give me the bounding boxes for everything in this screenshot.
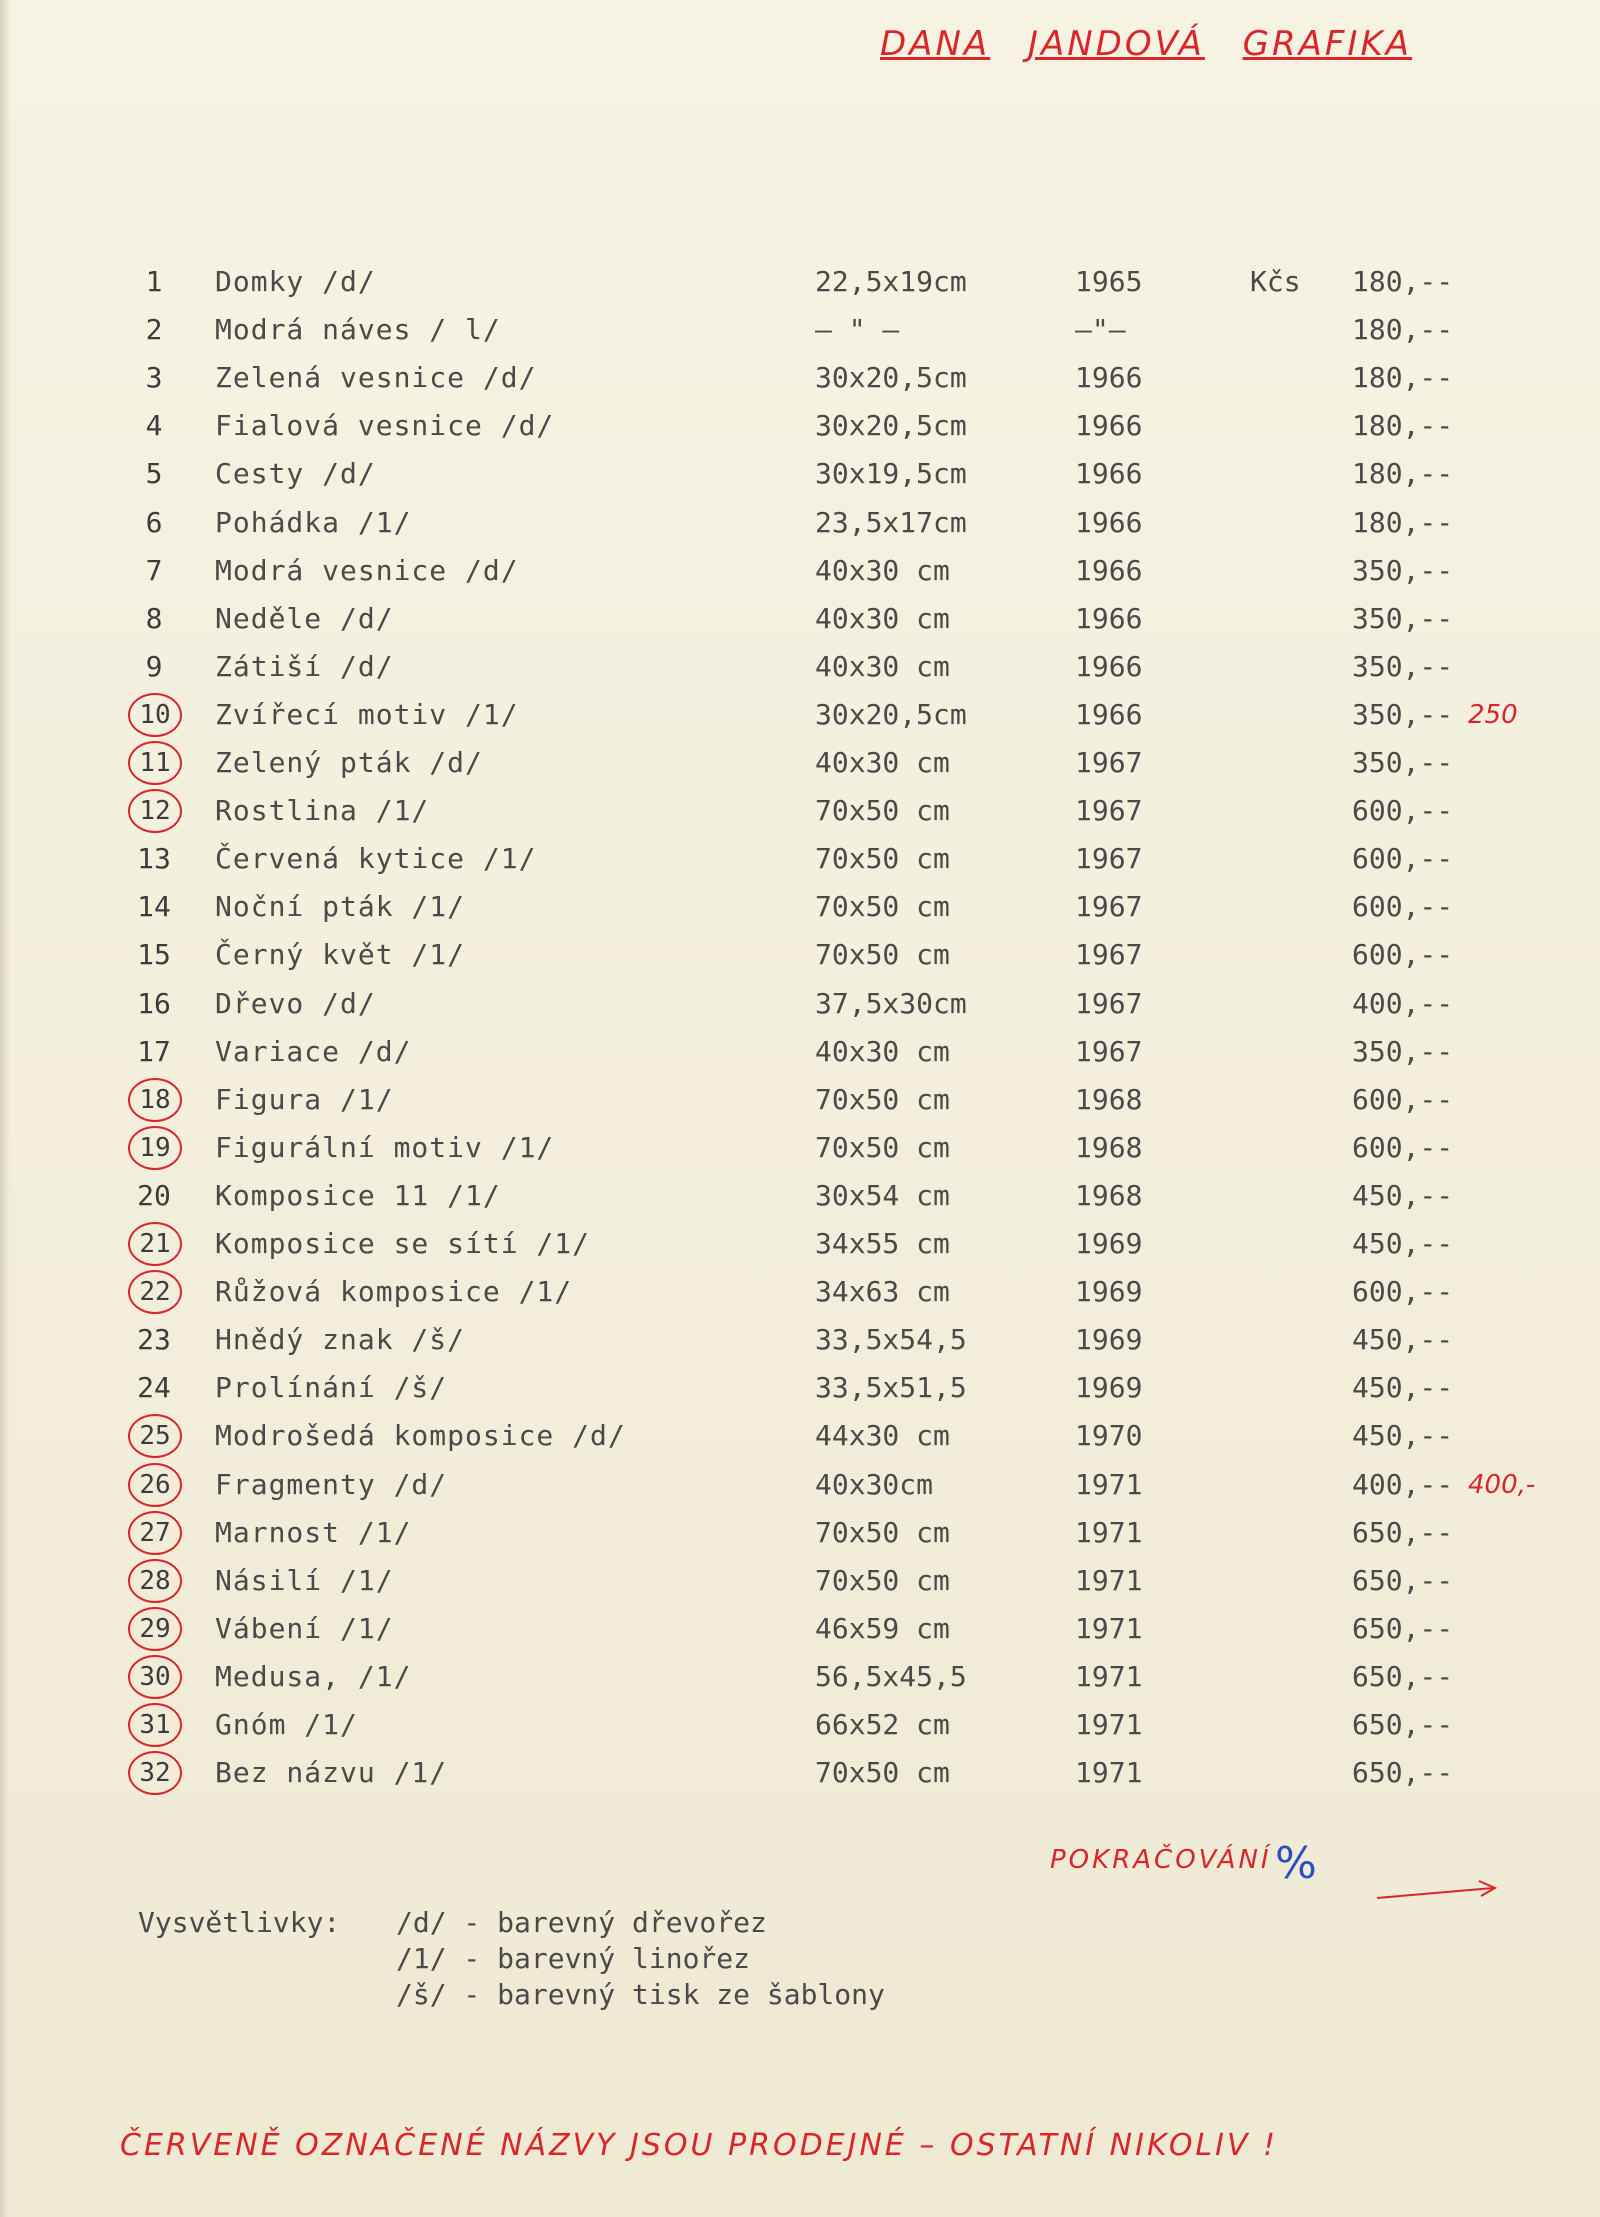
artwork-year: 1971 [1075,1516,1143,1549]
price: 400,-- [1352,987,1454,1020]
artwork-size: 34x63 cm [815,1275,950,1308]
row-number: 23 [137,1323,171,1356]
price: 650,-- [1352,1564,1454,1597]
artwork-title: Domky /d/ [215,265,376,298]
header-word: DANA [880,24,991,64]
artwork-year: 1969 [1075,1275,1143,1308]
artwork-title: Gnóm /1/ [215,1708,358,1741]
legend-item: /š/ - barevný tisk ze šablony [396,1978,885,2011]
legend-item: /d/ - barevný dřevořez [396,1906,767,1939]
artwork-size: 33,5x54,5 [815,1323,967,1356]
artwork-title: Zvířecí motiv /1/ [215,698,519,731]
row-number: 8 [145,602,163,635]
table-row [0,1172,1600,1220]
artwork-size: 40x30cm [815,1468,934,1501]
artwork-year: 1971 [1075,1756,1143,1789]
artwork-size: 70x50 cm [815,1756,950,1789]
table-row [0,354,1600,402]
artwork-year: 1969 [1075,1323,1143,1356]
artwork-size: 40x30 cm [815,554,950,587]
artwork-year: 1967 [1075,987,1143,1020]
price: 600,-- [1352,1131,1454,1164]
table-row [0,787,1600,835]
artwork-size: 30x19,5cm [815,457,967,490]
artwork-year: 1965 [1075,265,1143,298]
row-number: 27 [128,1511,182,1555]
artwork-size: 44x30 cm [815,1419,950,1452]
row-number: 25 [128,1414,182,1458]
artwork-year: 1966 [1075,409,1143,442]
row-number: 29 [128,1607,182,1651]
price: 600,-- [1352,938,1454,971]
price: 180,-- [1352,457,1454,490]
row-number: 4 [145,409,163,442]
table-row [0,1268,1600,1316]
artwork-title: Hnědý znak /š/ [215,1323,466,1356]
price: 350,-- [1352,650,1454,683]
artwork-year: 1967 [1075,938,1143,971]
price: 180,-- [1352,313,1454,346]
price: 350,-- [1352,746,1454,779]
row-number: 17 [137,1035,171,1068]
artwork-size: 46x59 cm [815,1612,950,1645]
row-number: 12 [128,789,182,833]
price: 650,-- [1352,1708,1454,1741]
artwork-title: Modrá vesnice /d/ [215,554,519,587]
price: 350,-- [1352,698,1454,731]
table-row [0,258,1600,306]
table-row [0,643,1600,691]
artwork-year: 1967 [1075,1035,1143,1068]
row-number: 5 [145,457,163,490]
row-number: 28 [128,1559,182,1603]
price: 450,-- [1352,1227,1454,1260]
table-row [0,1557,1600,1605]
row-number: 30 [128,1655,182,1699]
artwork-size: 70x50 cm [815,794,950,827]
table-row [0,1412,1600,1460]
artwork-year: 1967 [1075,746,1143,779]
row-number: 10 [128,693,182,737]
table-row [0,499,1600,547]
row-number: 18 [128,1078,182,1122]
artwork-year: 1971 [1075,1708,1143,1741]
header-word: JANDOVÁ [1027,24,1205,64]
row-number: 1 [145,265,163,298]
price: 350,-- [1352,554,1454,587]
table-row [0,1028,1600,1076]
artwork-size: 70x50 cm [815,938,950,971]
artwork-title: Komposice se sítí /1/ [215,1227,591,1260]
artwork-title: Zátiší /d/ [215,650,394,683]
artwork-year: 1966 [1075,698,1143,731]
row-number: 13 [137,842,171,875]
artwork-year: 1969 [1075,1371,1143,1404]
artwork-year: 1971 [1075,1468,1143,1501]
price: 650,-- [1352,1612,1454,1645]
artwork-title: Variace /d/ [215,1035,412,1068]
artwork-title: Dřevo /d/ [215,987,376,1020]
artwork-title: Bez názvu /1/ [215,1756,448,1789]
table-row [0,547,1600,595]
artwork-size: 23,5x17cm [815,506,967,539]
artwork-size: 30x20,5cm [815,698,967,731]
artwork-title: Pohádka /1/ [215,506,412,539]
price: 650,-- [1352,1516,1454,1549]
table-row [0,306,1600,354]
artwork-title: Zelená vesnice /d/ [215,361,537,394]
handwritten-header [880,24,1436,64]
artwork-title: Černý květ /1/ [215,938,466,971]
price-correction: 250 [1468,700,1518,730]
table-row [0,691,1600,739]
row-number: 6 [145,506,163,539]
artwork-year: 1971 [1075,1564,1143,1597]
artwork-title: Fragmenty /d/ [215,1468,448,1501]
price: 450,-- [1352,1323,1454,1356]
table-row [0,1220,1600,1268]
artwork-year: 1967 [1075,794,1143,827]
artwork-year: –"– [1075,313,1126,346]
price: 450,-- [1352,1179,1454,1212]
artwork-size: 37,5x30cm [815,987,967,1020]
row-number: 3 [145,361,163,394]
artwork-size: 70x50 cm [815,890,950,923]
artwork-year: 1967 [1075,890,1143,923]
artwork-size: 40x30 cm [815,602,950,635]
price: 600,-- [1352,1083,1454,1116]
row-number: 16 [137,987,171,1020]
artwork-title: Zelený pták /d/ [215,746,483,779]
row-number: 21 [128,1222,182,1266]
table-row [0,1509,1600,1557]
artwork-size: 70x50 cm [815,1083,950,1116]
artwork-size: 30x20,5cm [815,409,967,442]
artwork-size: – " – [815,313,900,346]
artwork-year: 1968 [1075,1131,1143,1164]
artwork-size: 70x50 cm [815,1131,950,1164]
artwork-size: 56,5x45,5 [815,1660,967,1693]
artwork-size: 66x52 cm [815,1708,950,1741]
artwork-title: Červená kytice /1/ [215,842,537,875]
artwork-title: Modrá náves / l/ [215,313,501,346]
artwork-year: 1966 [1075,506,1143,539]
artwork-year: 1970 [1075,1419,1143,1452]
row-number: 22 [128,1270,182,1314]
artwork-size: 30x54 cm [815,1179,950,1212]
artwork-year: 1971 [1075,1660,1143,1693]
row-number: 7 [145,554,163,587]
artwork-size: 40x30 cm [815,650,950,683]
table-row [0,835,1600,883]
legend [138,1905,885,2085]
artwork-year: 1966 [1075,361,1143,394]
legend-item: /1/ - barevný linořez [396,1942,751,1975]
table-row [0,931,1600,979]
price: 600,-- [1352,890,1454,923]
artwork-title: Cesty /d/ [215,457,376,490]
price: 180,-- [1352,506,1454,539]
artwork-title: Medusa, /1/ [215,1660,412,1693]
price: 400,-- [1352,1468,1454,1501]
table-row [0,883,1600,931]
header-word: GRAFIKA [1242,24,1413,64]
artwork-year: 1971 [1075,1612,1143,1645]
artwork-title: Růžová komposice /1/ [215,1275,573,1308]
arrow-icon [1375,1876,1505,1906]
table-row [0,1749,1600,1797]
row-number: 32 [128,1751,182,1795]
artwork-size: 70x50 cm [815,1516,950,1549]
artwork-size: 33,5x51,5 [815,1371,967,1404]
price: 600,-- [1352,842,1454,875]
artwork-title: Fialová vesnice /d/ [215,409,555,442]
price: 450,-- [1352,1419,1454,1452]
table-row [0,1364,1600,1412]
artwork-title: Modrošedá komposice /d/ [215,1419,626,1452]
row-number: 11 [128,741,182,785]
row-number: 19 [128,1126,182,1170]
row-number: 2 [145,313,163,346]
artwork-title: Vábení /1/ [215,1612,394,1645]
price: 450,-- [1352,1371,1454,1404]
row-number: 20 [137,1179,171,1212]
row-number: 15 [137,938,171,971]
table-row [0,1076,1600,1124]
artwork-year: 1966 [1075,554,1143,587]
artwork-size: 22,5x19cm [815,265,967,298]
price: 180,-- [1352,409,1454,442]
table-row [0,1605,1600,1653]
price: 600,-- [1352,794,1454,827]
price: 350,-- [1352,602,1454,635]
continuation-mark: % [1275,1838,1317,1889]
price: 180,-- [1352,265,1454,298]
legend-label: Vysvětlivky: [138,1906,341,1939]
price: 180,-- [1352,361,1454,394]
artwork-title: Figura /1/ [215,1083,394,1116]
price: 350,-- [1352,1035,1454,1068]
table-row [0,402,1600,450]
table-row [0,1701,1600,1749]
row-number: 24 [137,1371,171,1404]
row-number: 26 [128,1463,182,1507]
artwork-year: 1968 [1075,1083,1143,1116]
price: 650,-- [1352,1660,1454,1693]
row-number: 14 [137,890,171,923]
artwork-title: Figurální motiv /1/ [215,1131,555,1164]
artwork-year: 1969 [1075,1227,1143,1260]
price-correction: 400,- [1468,1470,1536,1500]
handwritten-footer: ČERVENĚ OZNAČENÉ NÁZVY JSOU PRODEJNÉ – OSTATNÍ NIKOLIV ! [120,2128,1279,2163]
table-row [0,1124,1600,1172]
row-number: 31 [128,1703,182,1747]
artwork-title: Noční pták /1/ [215,890,466,923]
table-row [0,1316,1600,1364]
table-row [0,595,1600,643]
artwork-title: Marnost /1/ [215,1516,412,1549]
table-row [0,1461,1600,1509]
artwork-title: Neděle /d/ [215,602,394,635]
artwork-title: Prolínání /š/ [215,1371,448,1404]
row-number: 9 [145,650,163,683]
artwork-year: 1968 [1075,1179,1143,1212]
artwork-size: 70x50 cm [815,1564,950,1597]
artwork-year: 1966 [1075,457,1143,490]
table-row [0,450,1600,498]
continuation-note: POKRAČOVÁNÍ [1050,1845,1272,1875]
price: 650,-- [1352,1756,1454,1789]
artwork-title: Rostlina /1/ [215,794,430,827]
table-row [0,739,1600,787]
artwork-year: 1967 [1075,842,1143,875]
artwork-year: 1966 [1075,650,1143,683]
artwork-title: Komposice 11 /1/ [215,1179,501,1212]
artwork-size: 70x50 cm [815,842,950,875]
artwork-size: 40x30 cm [815,1035,950,1068]
artwork-title: Násilí /1/ [215,1564,394,1597]
artwork-size: 40x30 cm [815,746,950,779]
artwork-year: 1966 [1075,602,1143,635]
table-row [0,1653,1600,1701]
price: 600,-- [1352,1275,1454,1308]
table-row [0,980,1600,1028]
currency: Kčs [1250,265,1301,298]
artwork-size: 30x20,5cm [815,361,967,394]
artwork-size: 34x55 cm [815,1227,950,1260]
